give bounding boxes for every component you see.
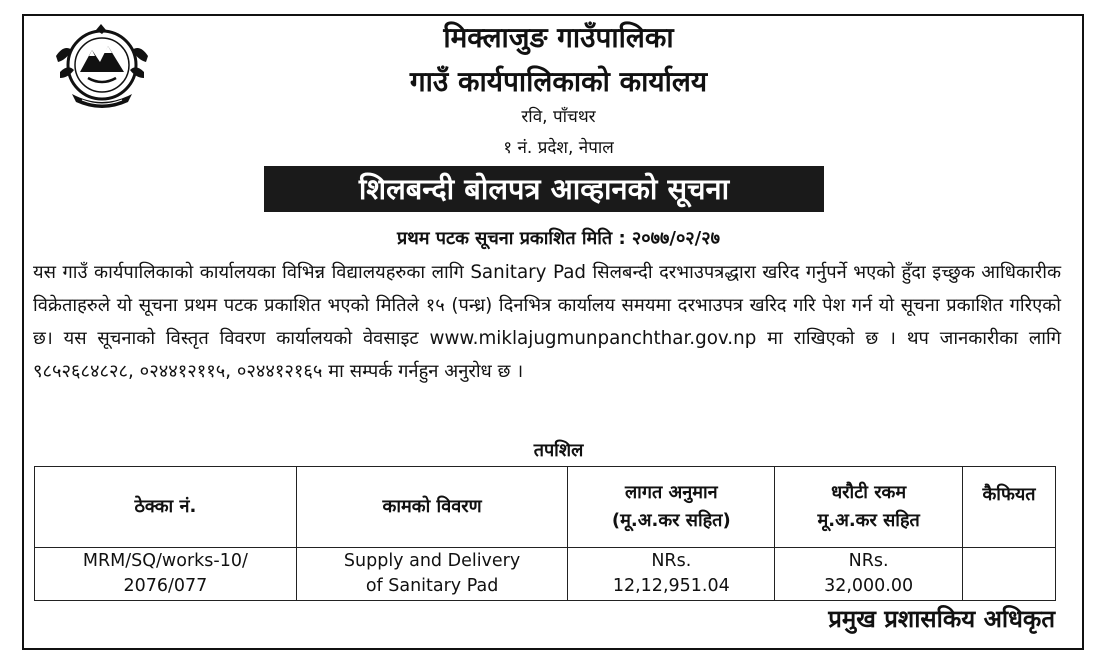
works-table [34, 466, 1056, 601]
table-caption: तपशिल [533, 440, 584, 461]
signatory: प्रमुख प्रशासकिय अधिकृत [828, 605, 1055, 633]
header-cost-estimate: लागत अनुमान (मू.अ.कर सहित) [568, 467, 775, 548]
office-province: १ नं. प्रदेश, नेपाल [503, 138, 614, 158]
cell-deposit-amount: NRs. 32,000.00 [775, 548, 963, 601]
office-location: रवि, पाँचथर [521, 107, 596, 127]
publish-date: प्रथम पटक सूचना प्रकाशित मिति : २०७७/०२/२७ [397, 228, 720, 249]
notice-title-banner: शिलबन्दी बोलपत्र आव्हानको सूचना [264, 166, 824, 212]
office-name: गाउँ कार्यपालिकाको कार्यालय [409, 65, 708, 98]
header-contract-no: ठेक्का नं. [35, 467, 297, 548]
header-remarks: कैफियत [963, 467, 1056, 548]
header-work-description: कामको विवरण [296, 467, 568, 548]
municipality-name: मिक्लाजुङ गाउँपालिका [443, 21, 674, 54]
cell-remarks [963, 548, 1056, 601]
table-row [35, 548, 1056, 601]
cell-work-description: Supply and Delivery of Sanitary Pad [296, 548, 568, 601]
cell-cost-estimate: NRs. 12,12,951.04 [568, 548, 775, 601]
table-header-row [35, 467, 1056, 548]
header-deposit-amount: धरौटी रकम मू.अ.कर सहित [775, 467, 963, 548]
cell-contract-no: MRM/SQ/works-10/ 2076/077 [35, 548, 297, 601]
notice-body: यस गाउँ कार्यपालिकाको कार्यालयका विभिन्न विद्यालयहरुका लागि Sanitary Pad सिलबन्दी दरभाउपत्रद्धारा खरिद गर्नुपर्ने भएको हुँदा इच्छुक आधिकारीक विक्रेताहरुले यो सूचना प्रथम पटक प्रकाशित भएको मितिले १५ (पन्ध्र) दिनभित्र कार्यालय समयमा दरभाउपत्र खरिद गरि पेश गर्न यो सूचना प्रकाशित गरिएको छ। यस सूचनाको विस्तृत विवरण कार्यालयको वेवसाइट www.miklajugmunpanchthar.gov.np मा राखिएको छ । थप जानकारीका लागि ९८५२६८४८२८, ०२४४१२११५, ०२४४१२१६५ मा सम्पर्क गर्नहुन अनुरोध छ । [33, 262, 1061, 382]
